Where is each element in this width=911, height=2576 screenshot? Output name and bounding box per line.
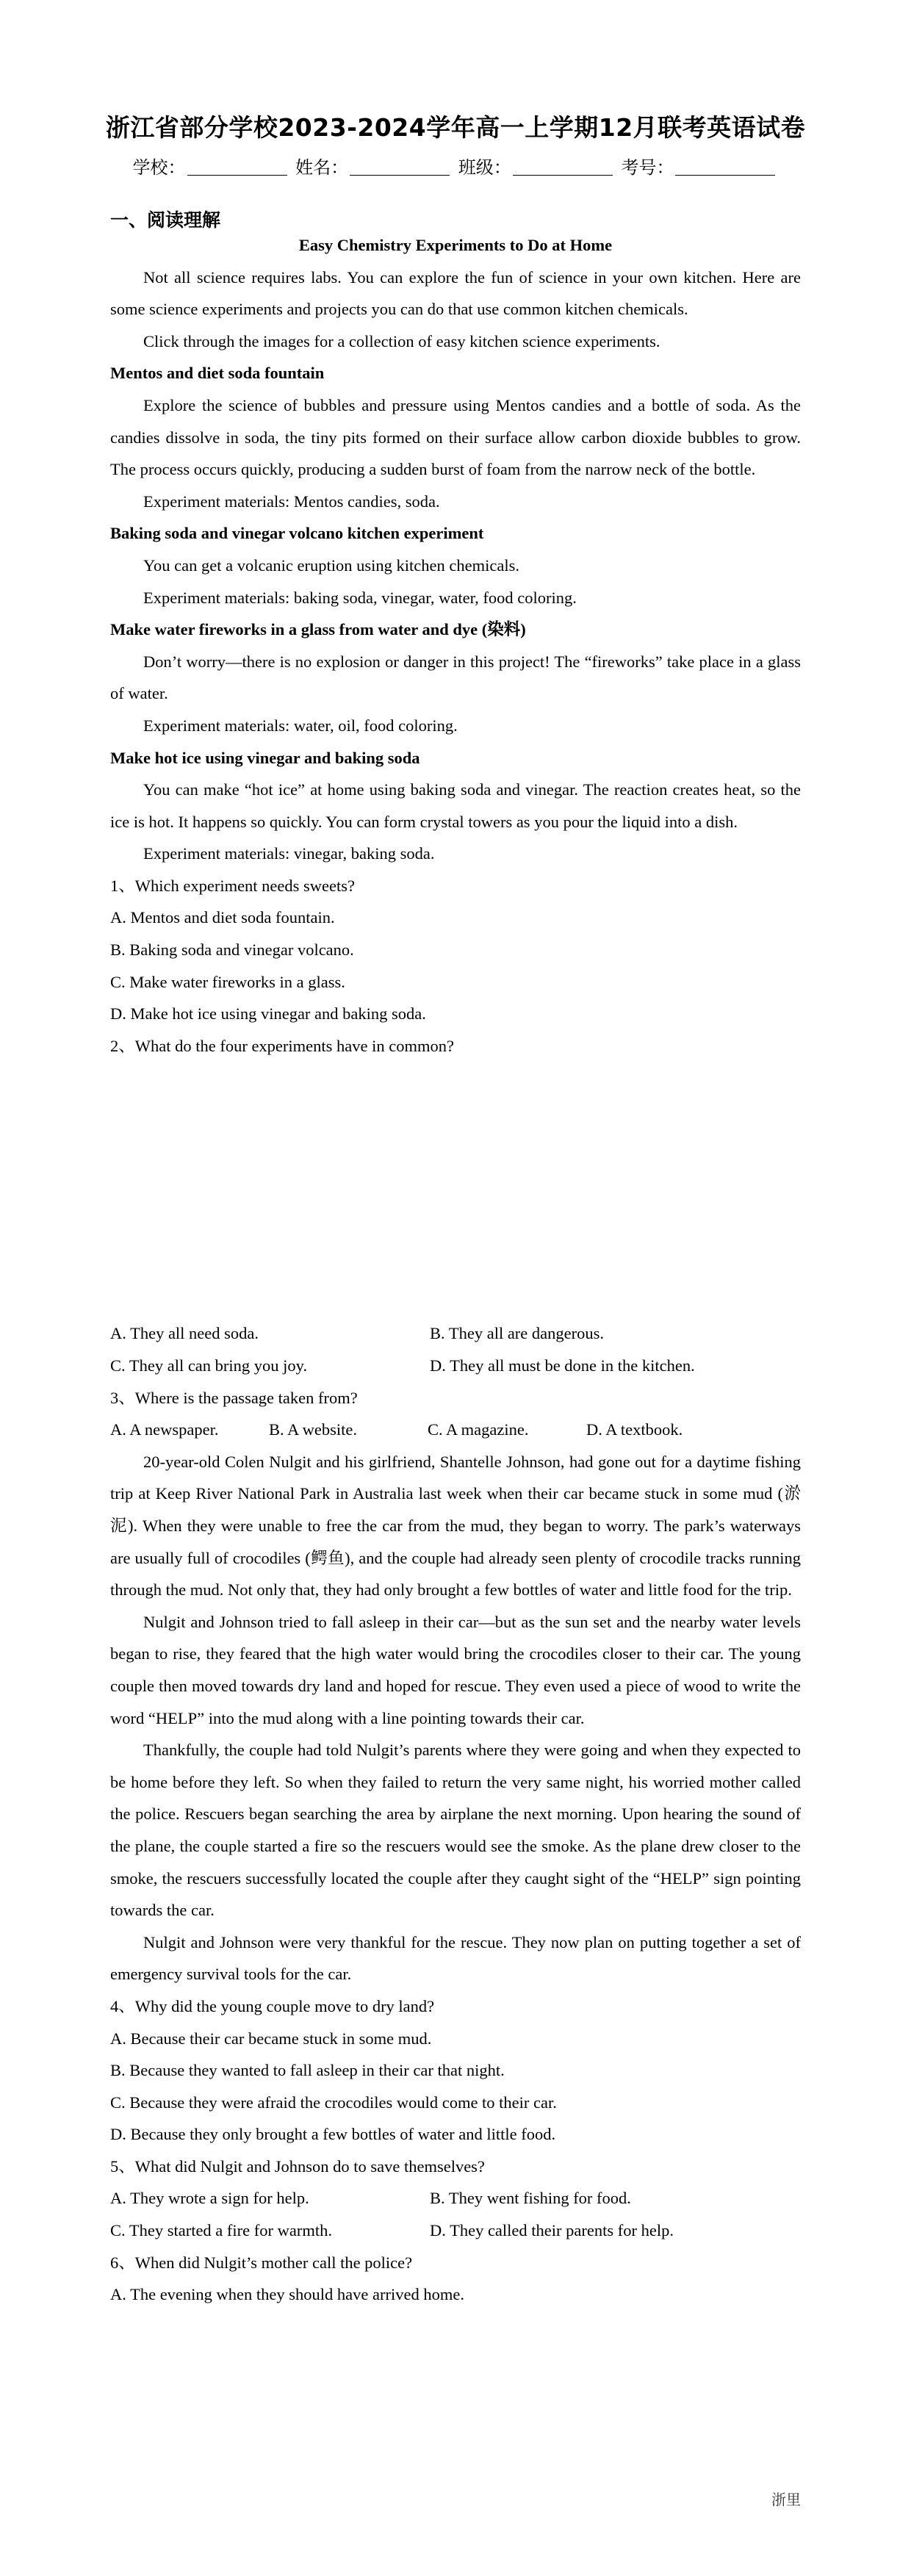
experiment-body: Don’t worry—there is no explosion or danger in this project! The “fireworks” take place in a glass of water. <box>110 652 801 703</box>
question-3-stem: 3、Where is the passage taken from? <box>110 1388 358 1407</box>
passage2-paragraph: Nulgit and Johnson were very thankful for the rescue. They now plan on putting together a set of emergency survival tools for the car. <box>110 1932 801 1984</box>
question-5-options-row <box>110 2182 801 2215</box>
question-3-option-c[interactable]: C. A magazine. <box>428 1420 529 1439</box>
question-5-option-b[interactable]: B. They went fishing for food. <box>430 2189 631 2208</box>
question-4-option-b[interactable]: B. Because they wanted to fall asleep in their car that night. <box>110 2061 505 2080</box>
field-examno-label: 考号： <box>621 157 674 178</box>
question-4-stem: 4、Why did the young couple move to dry land? <box>110 1996 435 2015</box>
experiment-heading: Mentos and diet soda fountain <box>110 364 325 383</box>
question-2-options-row <box>110 1317 801 1350</box>
passage1-intro-paragraph: Click through the images for a collection of easy kitchen science experiments. <box>143 331 660 350</box>
question-5-option-d[interactable]: D. They called their parents for help. <box>430 2221 674 2240</box>
experiment-materials: Experiment materials: Mentos candies, soda. <box>143 492 440 511</box>
blank-space <box>110 1062 801 1317</box>
passage2-paragraph: Nulgit and Johnson tried to fall asleep in their car—but as the sun set and the nearby water levels began to rise, they feared that the high water would bring the crocodiles closer to their car. The young couple then moved towards dry land and hoped for rescue. They even used a piece of wood to write the word “HELP” into the mud along with a line pointing towards their car. <box>110 1612 801 1727</box>
field-name-label: 姓名： <box>295 157 349 178</box>
question-2-options-row <box>110 1350 801 1382</box>
experiment-materials: Experiment materials: vinegar, baking soda. <box>143 844 435 863</box>
student-info-fields <box>0 153 911 179</box>
question-2-option-d[interactable]: D. They all must be done in the kitchen. <box>430 1356 695 1375</box>
question-4-option-d[interactable]: D. Because they only brought a few bottles of water and little food. <box>110 2125 556 2144</box>
question-6-option-a[interactable]: A. The evening when they should have arrived home. <box>110 2285 464 2304</box>
question-2-option-b[interactable]: B. They all are dangerous. <box>430 1324 605 1343</box>
question-5-stem: 5、What did Nulgit and Johnson do to save themselves? <box>110 2156 485 2176</box>
question-6-stem: 6、When did Nulgit’s mother call the police? <box>110 2253 413 2272</box>
footer-watermark: 浙里 <box>771 2491 801 2508</box>
question-1-option-c[interactable]: C. Make water fireworks in a glass. <box>110 972 345 991</box>
experiment-materials: Experiment materials: water, oil, food coloring. <box>143 716 458 735</box>
question-1-option-b[interactable]: B. Baking soda and vinegar volcano. <box>110 940 354 960</box>
passage1-intro-paragraph: Not all science requires labs. You can explore the fun of science in your own kitchen. Here are some science experiments and projects you can do that use common kitchen chemicals. <box>110 267 801 319</box>
experiment-body: Explore the science of bubbles and pressure using Mentos candies and a bottle of soda. As the candies dissolve in soda, the tiny pits formed on their surface allow carbon dioxide bubbles to grow. The process occurs quickly, producing a sudden burst of foam from the narrow neck of the bottle. <box>110 395 801 479</box>
passage2-paragraph: 20-year-old Colen Nulgit and his girlfriend, Shantelle Johnson, had gone out for a daytime fishing trip at Keep River National Park in Australia last week when their car became stuck in some mud (淤泥). When they were unable to free the car from the mud, they began to worry. The park’s waterways are usually full of crocodiles (鳄鱼), and the couple had already seen plenty of crocodile tracks running through the mud. Not only that, they had only brought a few bottles of water and little food for the trip. <box>110 1452 801 1600</box>
question-2-option-c[interactable]: C. They all can bring you joy. <box>110 1356 308 1375</box>
experiment-body: You can get a volcanic eruption using kitchen chemicals. <box>143 555 519 575</box>
field-school-label: 学校： <box>132 157 186 178</box>
field-school-blank[interactable] <box>187 175 287 176</box>
question-3-option-a[interactable]: A. A newspaper. <box>110 1420 219 1439</box>
question-2-stem: 2、What do the four experiments have in common? <box>110 1036 454 1055</box>
field-class-label: 班级： <box>458 157 511 178</box>
question-5-option-c[interactable]: C. They started a fire for warmth. <box>110 2221 332 2240</box>
field-examno-blank[interactable] <box>675 175 775 176</box>
question-4-option-c[interactable]: C. Because they were afraid the crocodiles would come to their car. <box>110 2093 557 2112</box>
question-5-option-a[interactable]: A. They wrote a sign for help. <box>110 2189 309 2208</box>
question-4-option-a[interactable]: A. Because their car became stuck in some mud. <box>110 2029 432 2048</box>
question-2-option-a[interactable]: A. They all need soda. <box>110 1324 259 1343</box>
question-5-options-row <box>110 2215 801 2247</box>
field-class-blank[interactable] <box>513 175 613 176</box>
question-3-option-b[interactable]: B. A website. <box>269 1420 358 1439</box>
experiment-body: You can make “hot ice” at home using baking soda and vinegar. The reaction creates heat, so the ice is hot. It happens so quickly. You can form crystal towers as you pour the liquid into a dish. <box>110 780 801 831</box>
field-name-blank[interactable] <box>350 175 450 176</box>
section-title: 一、阅读理解 <box>110 209 221 231</box>
question-1-option-a[interactable]: A. Mentos and diet soda fountain. <box>110 908 335 927</box>
experiment-heading: Make hot ice using vinegar and baking soda <box>110 748 420 767</box>
experiment-heading: Make water fireworks in a glass from water and dye (染料) <box>110 620 526 639</box>
exam-content <box>110 229 801 2311</box>
question-3-options-row <box>110 1414 801 1446</box>
experiment-materials: Experiment materials: baking soda, vinegar, water, food coloring. <box>143 588 577 607</box>
question-3-option-d[interactable]: D. A textbook. <box>586 1420 683 1439</box>
passage1-title: Easy Chemistry Experiments to Do at Home <box>298 236 613 254</box>
question-1-stem: 1、Which experiment needs sweets? <box>110 876 356 895</box>
passage2-paragraph: Thankfully, the couple had told Nulgit’s parents where they were going and when they expected to be home before they left. So when they failed to return the very same night, his worried mother called the police. Rescuers began searching the area by airplane the next morning. Upon hearing the sound of the plane, the couple started a fire so the rescuers would see the smoke. As the plane drew closer to the smoke, the rescuers successfully located the couple after they caught sight of the “HELP” sign pointing towards the car. <box>110 1741 801 1920</box>
experiment-heading: Baking soda and vinegar volcano kitchen experiment <box>110 524 484 543</box>
exam-title: 浙江省部分学校2023-2024学年高一上学期12月联考英语试卷 <box>105 113 806 142</box>
question-1-option-d[interactable]: D. Make hot ice using vinegar and baking soda. <box>110 1004 426 1023</box>
